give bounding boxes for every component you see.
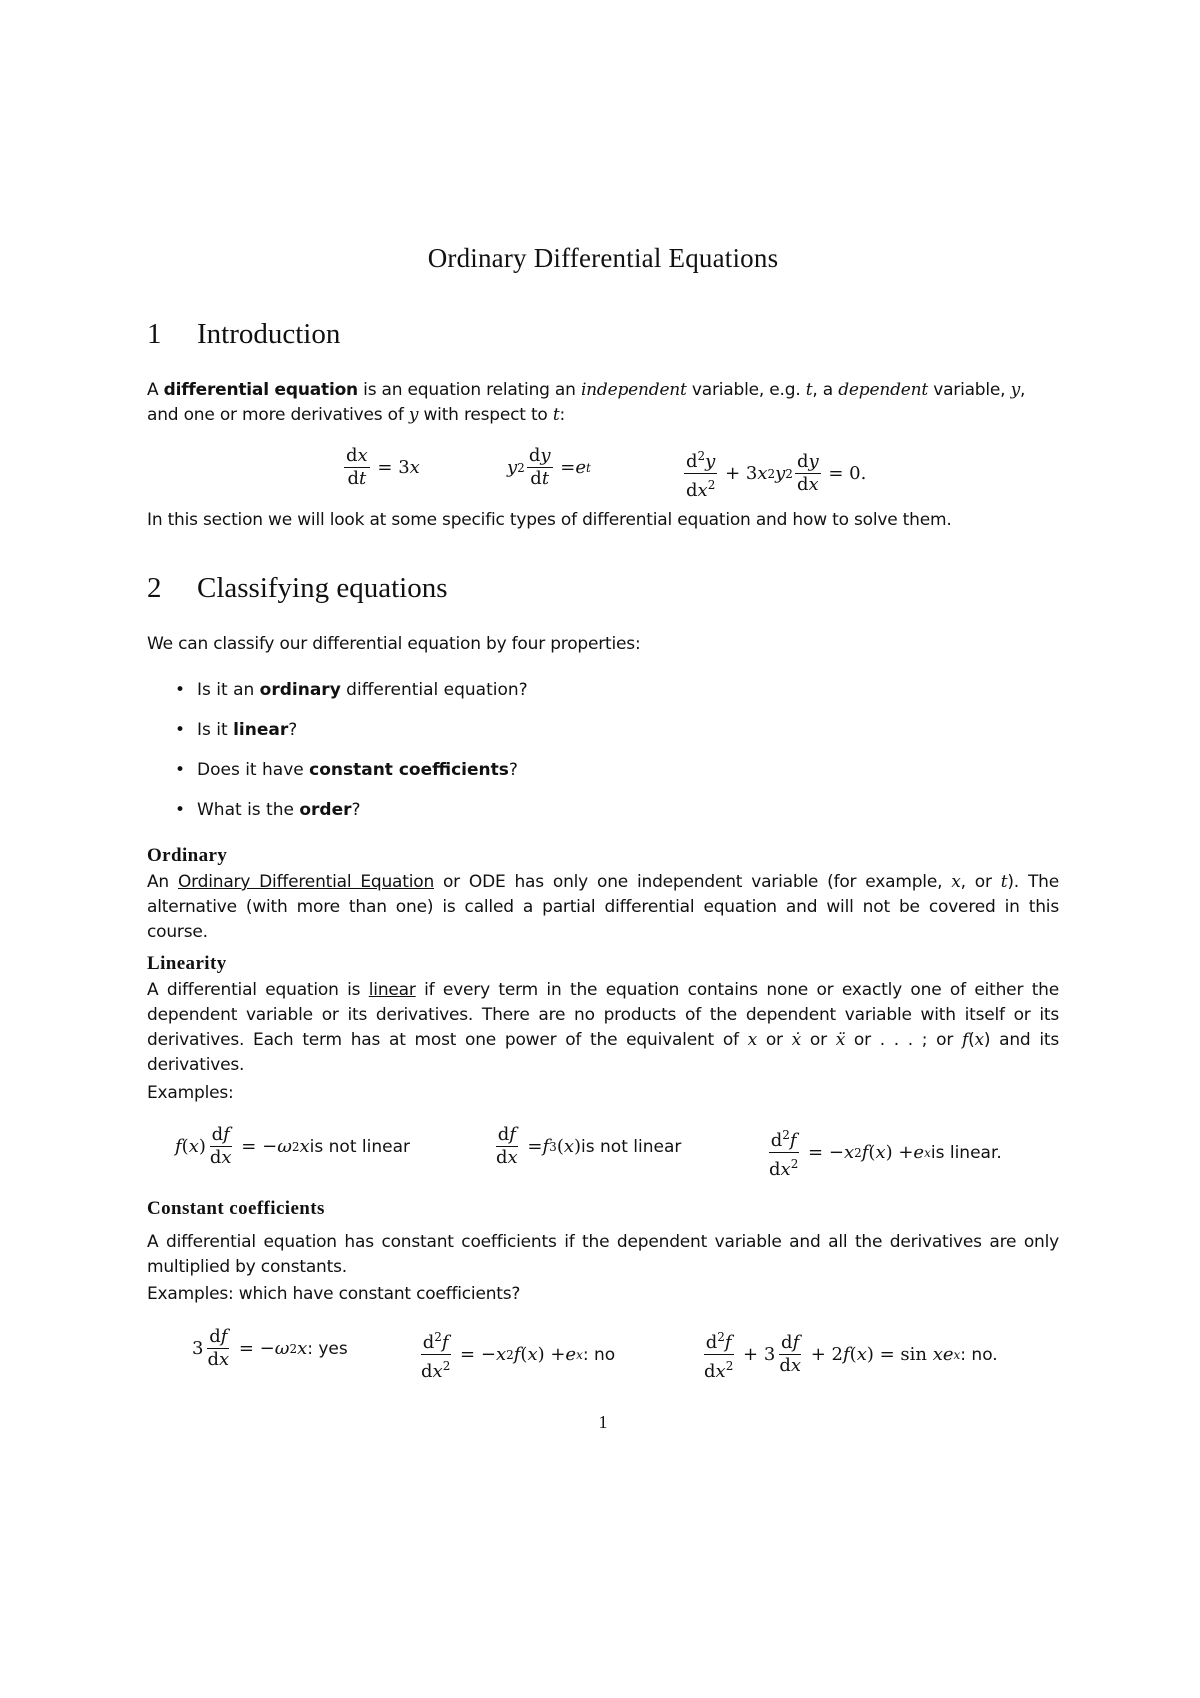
text: , a: [812, 380, 839, 400]
document-title: Ordinary Differential Equations: [427, 243, 779, 273]
subheading-linearity: Linearity: [147, 953, 227, 974]
text: with respect to: [418, 405, 553, 425]
list-item: • What is the order?: [175, 800, 361, 820]
equation-1: $\frac{dx}{dt}$ = 3 x: [346, 445, 420, 489]
subheading-ordinary: Ordinary: [147, 845, 228, 866]
text: and one or more derivatives of: [147, 405, 409, 425]
section-heading-classifying: [147, 572, 448, 605]
linearity-paragraph: A differential equation is linear if every term in the equation contains none or exactly one of either the dependent variable or its derivatives. There are no products of the dependent variable with itself or its derivatives. Each term has at most one power of the equivalent of x or ẋ or ẍ or . . . ; or f(x) and its derivatives.: [147, 980, 1059, 1075]
math-t: t: [805, 380, 813, 400]
constant-coefficients-paragraph: A differential equation has constant coefficients if the dependent variable and all the derivatives are only multiplied by constants.: [147, 1232, 1059, 1277]
section-number: 2: [147, 572, 162, 604]
math-t: t: [552, 405, 560, 425]
linearity-example-1: f ( x ) $\frac{df}{dx}$ = − ω 2 x is not linear: [175, 1124, 410, 1168]
term-differential-equation: differential equation: [163, 380, 358, 400]
text: :: [559, 405, 565, 425]
text: A: [147, 380, 164, 400]
list-item: • Does it have constant coefficients?: [175, 760, 518, 780]
const-example-2: $\frac{d^2f}{dx^2}$ = − x 2 f ( x ) + e x : no: [417, 1326, 615, 1383]
constant-examples-label: Examples: which have constant coefficients?: [147, 1284, 521, 1304]
const-example-3: $\frac{d^2f}{dx^2}$ + 3 $\frac{df}{dx}$ + 2 f ( x ) = sin x e x : no.: [700, 1326, 998, 1383]
subheading-constant-coefficients: Constant coefficients: [147, 1198, 325, 1219]
property-list: [147, 678, 528, 838]
const-example-1: 3 $\frac{df}{dx}$ = − ω 2 x : yes: [192, 1326, 348, 1370]
section-number: 1: [147, 318, 162, 350]
emphasis-dependent: dependent: [838, 380, 928, 400]
intro-paragraph-2: In this section we will look at some specific types of differential equation and how to solve them.: [147, 510, 952, 530]
list-item: • Is it an ordinary differential equation?: [175, 680, 528, 700]
page-number: 1: [598, 1412, 608, 1432]
section-title: Classifying equations: [197, 572, 448, 604]
classify-lead: We can classify our differential equation by four properties:: [147, 634, 641, 654]
ordinary-paragraph: An Ordinary Differential Equation or ODE has only one independent variable (for example, x, or t). The alternative (with more than one) is called a partial differential equation and will not be covered in this course.: [147, 872, 1059, 942]
examples-label: Examples:: [147, 1083, 234, 1103]
emphasis-independent: independent: [580, 380, 687, 400]
text: ,: [1020, 380, 1026, 400]
intro-paragraph: [147, 378, 1059, 428]
text: is an equation relating an: [357, 380, 581, 400]
section-heading-introduction: [147, 318, 340, 351]
linearity-example-3: $\frac{d^2f}{dx^2}$ = − x 2 f ( x ) + e x is linear.: [765, 1124, 1002, 1181]
list-item: • Is it linear?: [175, 720, 298, 740]
equation-2: y 2 $\frac{dy}{dt}$ = e t: [507, 445, 591, 489]
text: variable, e.g.: [686, 380, 806, 400]
math-y: y: [408, 405, 419, 425]
section-title: Introduction: [197, 318, 341, 350]
text: variable,: [928, 380, 1011, 400]
math-y: y: [1010, 380, 1020, 400]
linearity-example-2: $\frac{df}{dx}$ = f 3 ( x ) is not linear: [496, 1124, 682, 1168]
equation-3: $\frac{d^2y}{dx^2}$ + 3 x 2 y 2 $\frac{dy}{dx}$ = 0.: [682, 445, 866, 502]
